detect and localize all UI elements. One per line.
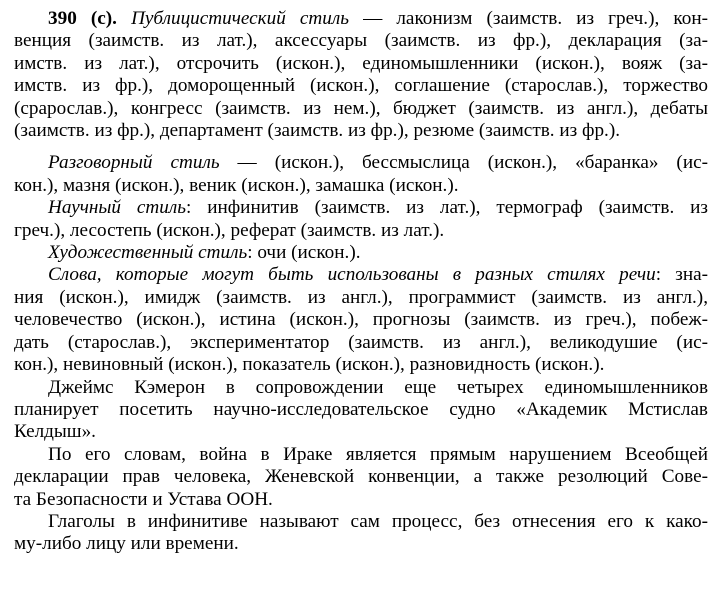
text-line: имств. из лат.), отсрочить (искон.), единомышленники (искон.), вояж (за- [14,52,708,74]
text-line: (срарослав.), конгресс (заимств. из нем.), бюджет (заимств. из англ.), дебаты [14,97,708,119]
text-line: греч.), лесостепь (искон.), реферат (заимств. из лат.). [14,219,445,241]
style-label: Научный стиль [48,197,186,219]
text-line: человечество (искон.), истина (искон.), прогнозы (заимств. из греч.), побеж- [14,309,708,331]
separator: : [185,197,208,219]
text-line: планирует посетить научно-исследовательское судно «Академик Мстислав [14,398,708,420]
text-line: декларации прав человека, Женевской конвенции, а также резолюций Сове- [14,466,708,488]
text-line: лаконизм (заимств. из греч.), кон- [396,8,708,29]
separator: — [348,8,397,29]
style-label: Публицистический стиль [131,8,349,29]
text-line: Джеймс Кэмерон в сопровождении еще четырех единомышленников [48,376,708,398]
style-label: Разговорный стиль [48,152,220,174]
text-line: дать (старослав.), экспериментатор (заимств. из англ.), великодушие (ис- [14,331,708,353]
text-line: имств. из фр.), доморощенный (искон.), соглашение (старослав.), торжество [14,75,708,97]
separator: : [655,264,676,286]
scientific-style-paragraph [14,197,708,242]
iraq-war-paragraph [14,444,708,511]
line [14,264,708,286]
text-line: ния (искон.), имидж (заимств. из англ.), программист (заимств. из англ.), [14,286,708,308]
line [14,8,708,30]
infinitive-paragraph [14,511,708,556]
exercise-number: 390 (с). [48,8,117,29]
text-line: венция (заимств. из лат.), аксессуары (заимств. из фр.), декларация (за- [14,30,708,52]
artistic-style-paragraph [14,242,708,264]
line [14,197,708,219]
line [14,152,708,174]
text-line: (заимств. из фр.), департамент (заимств. из фр.), резюме (заимств. из фр.). [14,120,621,142]
cameron-paragraph [14,377,708,444]
text-line: очи (искон.). [257,242,361,264]
text-line: му-либо лицу или времени. [14,533,239,555]
text-line: та Безопасности и Устава ООН. [14,488,273,510]
spacer [14,142,708,152]
line [14,242,708,264]
text-line: кон.), мазня (искон.), веник (искон.), замашка (искон.). [14,174,459,196]
text-line: инфинитив (заимств. из лат.), термограф (заимств. из [207,197,708,219]
text-line: (искон.), бессмыслица (искон.), «баранка» (ис- [274,152,708,174]
publicistic-style-paragraph [14,8,708,142]
text-line: Глаголы в инфинитиве называют сам процесс, без отнесения его к како- [48,510,708,532]
separator: : [247,242,258,264]
multi-style-words-paragraph [14,264,708,376]
style-label: Художественный стиль [48,242,248,264]
text-line: По его словам, война в Ираке является прямым нарушением Всеобщей [48,443,708,465]
style-label: Слова, которые могут быть использованы в разных стилях речи [48,264,656,286]
text-line: Келдыш». [14,421,96,443]
text-line: зна- [675,264,709,286]
text-line: кон.), невиновный (искон.), показатель (искон.), разновидность (искон.). [14,354,605,376]
colloquial-style-paragraph [14,152,708,197]
separator: — [219,152,275,174]
